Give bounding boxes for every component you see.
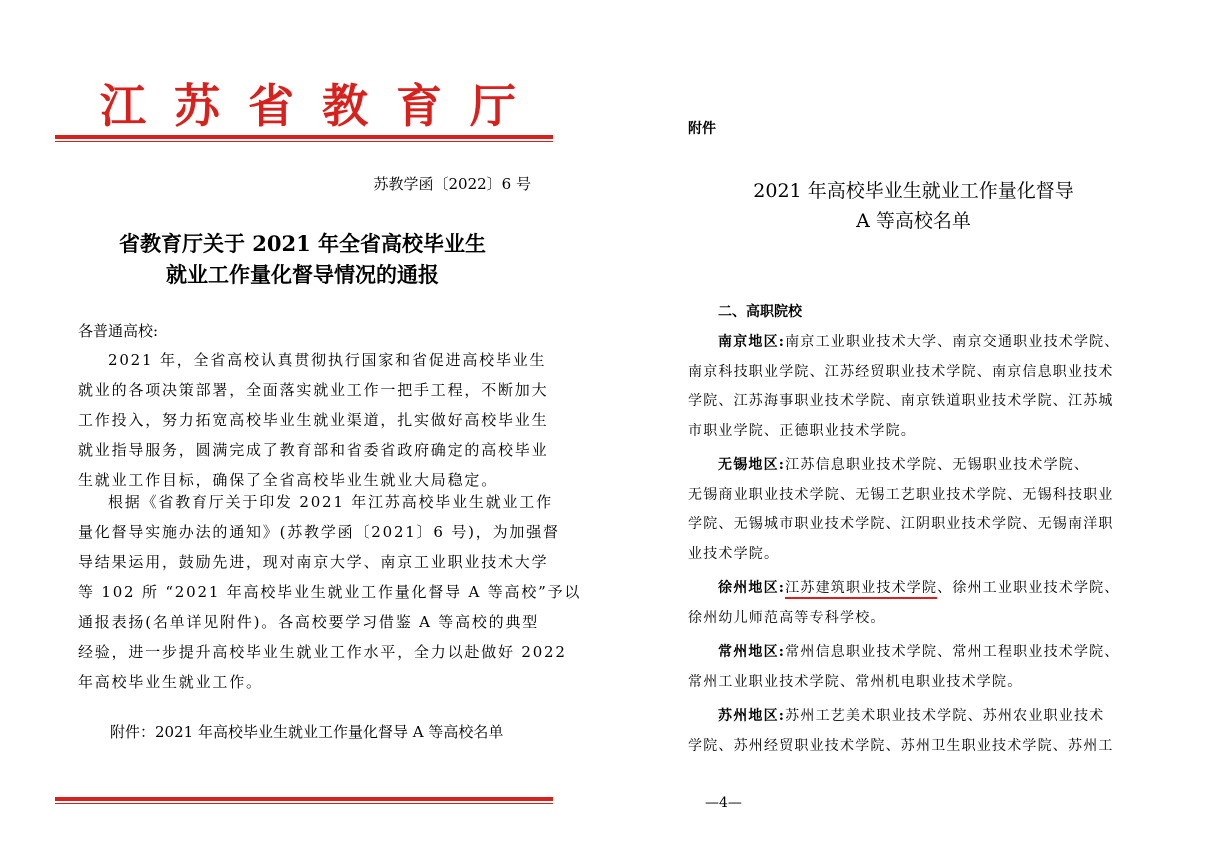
region-first-line xyxy=(688,574,1148,604)
region-name: 无锡地区: xyxy=(718,457,786,473)
masthead-title: 江苏省教育厅 xyxy=(100,79,544,133)
paragraph-line: 就业的各项决策部署，全面落实就业工作一把手工程，不断加大 xyxy=(78,381,549,399)
list-title-line-1: 2021 年高校毕业生就业工作量化督导 xyxy=(753,180,1074,202)
region-line: 学院、苏州经贸职业技术学院、苏州卫生职业技术学院、苏州工 xyxy=(688,737,1114,754)
region-list xyxy=(688,328,1148,766)
region-line: 无锡商业职业技术学院、无锡工艺职业技术学院、无锡科技职业 xyxy=(688,486,1114,503)
region-first-line xyxy=(688,328,1148,358)
region-text: 南京工业职业技术大学、南京交通职业技术学院、 xyxy=(785,334,1120,350)
list-title-line-2: A 等高校名单 xyxy=(856,210,971,232)
region-name: 徐州地区: xyxy=(718,580,786,596)
region-line: 徐州幼儿师范高等专科学校。 xyxy=(688,609,886,626)
body-paragraph-2 xyxy=(78,487,582,697)
footer-rule-thin xyxy=(55,803,553,804)
paragraph-line: 工作投入，努力拓宽高校毕业生就业渠道，扎实做好高校毕业生 xyxy=(78,411,549,429)
paragraph-line: 2021 年，全省高校认真贯彻执行国家和省促进高校毕业生 xyxy=(108,351,547,369)
notice-title-line-2: 就业工作量化督导情况的通报 xyxy=(166,262,439,287)
paragraph-line: 导结果运用，鼓励先进，现对南京大学、南京工业职业技术大学 xyxy=(78,553,549,571)
attachment-note: 附件：2021 年高校毕业生就业工作量化督导 A 等高校名单 xyxy=(110,723,504,741)
region-line: 业技术学院。 xyxy=(688,545,780,562)
masthead-rule-thin xyxy=(55,141,553,142)
region-name: 南京地区: xyxy=(718,334,786,350)
paragraph-line: 生就业工作目标，确保了全省高校毕业生就业大局稳定。 xyxy=(78,471,499,489)
region-line: 南京科技职业学院、江苏经贸职业技术学院、南京信息职业技术 xyxy=(688,363,1114,380)
region-text: 、徐州工业职业技术学院、 xyxy=(937,580,1120,596)
attachment-label: 附件 xyxy=(688,121,716,137)
paragraph-line: 根据《省教育厅关于印发 2021 年江苏高校毕业生就业工作 xyxy=(108,493,553,511)
paragraph-line: 量化督导实施办法的通知》(苏教学函〔2021〕6 号)，为加强督 xyxy=(78,523,560,541)
region-first-line xyxy=(688,638,1148,668)
region-text: 常州信息职业技术学院、常州工程职业技术学院、 xyxy=(785,644,1120,660)
paragraph-line: 年高校毕业生就业工作。 xyxy=(78,673,263,691)
region-first-line xyxy=(688,702,1148,732)
region-line: 学院、江苏海事职业技术学院、南京铁道职业技术学院、江苏城 xyxy=(688,393,1114,409)
region-xuzhou xyxy=(688,574,1148,633)
section-heading: 二、高职院校 xyxy=(718,304,802,320)
footer-rule-thick xyxy=(55,797,553,801)
paragraph-line: 经验，进一步提升高校毕业生就业工作水平，全力以赴做好 2022 xyxy=(78,643,567,661)
region-nanjing xyxy=(688,328,1148,446)
region-changzhou xyxy=(688,638,1148,697)
region-name: 常州地区: xyxy=(718,644,786,660)
region-name: 苏州地区: xyxy=(718,708,786,724)
region-text: 苏州工艺美术职业技术学院、苏州农业职业技术 xyxy=(785,708,1105,724)
region-line: 常州工业职业技术学院、常州机电职业技术学院。 xyxy=(688,673,1023,690)
region-line: 市职业学院、正德职业技术学院。 xyxy=(688,422,916,439)
page-number: —4— xyxy=(705,795,742,811)
masthead-rule-thick xyxy=(55,135,553,139)
paragraph-line: 等 102 所 “2021 年高校毕业生就业工作量化督导 A 等高校”予以 xyxy=(78,583,582,601)
region-wuxi xyxy=(688,451,1148,569)
region-first-line xyxy=(688,451,1148,481)
salutation: 各普通高校: xyxy=(78,322,159,340)
region-line: 学院、无锡城市职业技术学院、江阴职业技术学院、无锡南洋职 xyxy=(688,516,1114,532)
paragraph-line: 通报表扬(名单详见附件)。各高校要学习借鉴 A 等高校的典型 xyxy=(78,613,540,631)
body-paragraph-1 xyxy=(78,345,549,495)
highlighted-school: 江苏建筑职业技术学院 xyxy=(785,580,937,599)
notice-title-line-1: 省教育厅关于 2021 年全省高校毕业生 xyxy=(118,231,487,256)
paragraph-line: 就业指导服务，圆满完成了教育部和省委省政府确定的高校毕业 xyxy=(78,441,549,459)
right-document-page xyxy=(605,0,1209,863)
region-text: 江苏信息职业技术学院、无锡职业技术学院、 xyxy=(785,457,1090,473)
document-number: 苏教学函〔2022〕6 号 xyxy=(373,175,531,193)
region-suzhou xyxy=(688,702,1148,761)
